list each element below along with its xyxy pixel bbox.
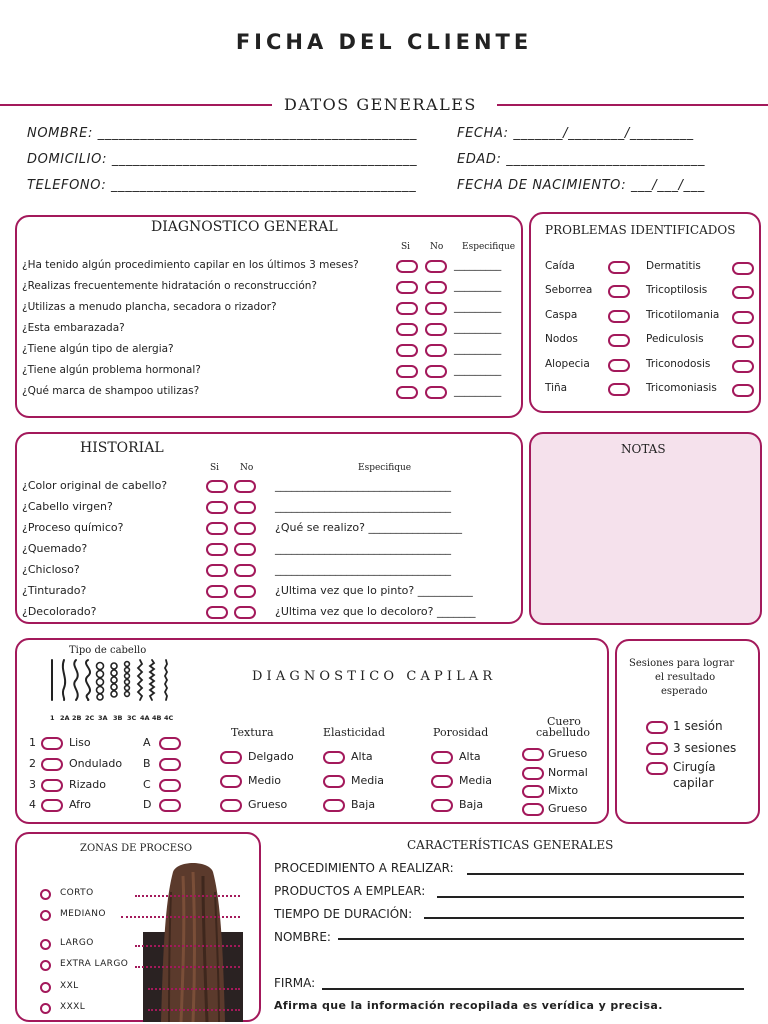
textura-checkbox[interactable] bbox=[220, 799, 242, 812]
problema-checkbox[interactable] bbox=[608, 334, 630, 347]
historial-especifique[interactable]: ________________________________ bbox=[275, 563, 451, 576]
sesion-3-checkbox[interactable] bbox=[646, 742, 668, 755]
textura-checkbox[interactable] bbox=[220, 775, 242, 788]
problema-label: Seborrea bbox=[545, 284, 593, 296]
tipo-number: 3 bbox=[29, 778, 36, 791]
dg-question: ¿Tiene algún tipo de alergia? bbox=[22, 343, 174, 355]
tipo-number: 4 bbox=[29, 798, 36, 811]
tipo-number-checkbox[interactable] bbox=[41, 737, 63, 750]
historial-especifique[interactable]: ________________________________ bbox=[275, 479, 451, 492]
dg-si-checkbox[interactable] bbox=[396, 386, 418, 399]
sesion-cirugia-checkbox[interactable] bbox=[646, 762, 668, 775]
historial-no-checkbox[interactable] bbox=[234, 585, 256, 598]
zona-checkbox[interactable] bbox=[40, 982, 51, 993]
textura-label: Medio bbox=[248, 774, 282, 787]
zona-label: MEDIANO bbox=[60, 909, 106, 919]
tipo-code: 2B bbox=[72, 714, 82, 722]
sesiones-heading-2: el resultado bbox=[655, 672, 716, 683]
historial-heading: HISTORIAL bbox=[80, 440, 164, 456]
long-hair-back-illustration bbox=[143, 862, 243, 1022]
tiempo-line[interactable] bbox=[424, 917, 744, 919]
problema-label: Nodos bbox=[545, 333, 578, 345]
dg-especifique-blank[interactable]: _________ bbox=[454, 280, 502, 292]
problema-checkbox[interactable] bbox=[732, 335, 754, 348]
zona-checkbox[interactable] bbox=[40, 889, 51, 900]
field-nombre[interactable]: NOMBRE: _____________________________________________ bbox=[27, 126, 418, 141]
dg-no-checkbox[interactable] bbox=[425, 344, 447, 357]
zona-guide-line bbox=[135, 945, 240, 947]
datos-heading: DATOS GENERALES bbox=[284, 95, 477, 114]
tipo-code: 1 bbox=[50, 714, 55, 722]
problema-checkbox[interactable] bbox=[608, 310, 630, 323]
tipo-letter-checkbox[interactable] bbox=[159, 779, 181, 792]
porosidad-checkbox[interactable] bbox=[431, 751, 453, 764]
problema-label: Pediculosis bbox=[646, 333, 704, 345]
dg-si-checkbox[interactable] bbox=[396, 260, 418, 273]
zona-checkbox[interactable] bbox=[40, 939, 51, 950]
zona-label: XXL bbox=[60, 981, 79, 991]
historial-si-checkbox[interactable] bbox=[206, 543, 228, 556]
hist-col-si: Si bbox=[210, 463, 220, 473]
porosidad-label: Baja bbox=[459, 798, 484, 811]
dg-si-checkbox[interactable] bbox=[396, 344, 418, 357]
porosidad-label: Alta bbox=[459, 750, 481, 763]
historial-question: ¿Color original de cabello? bbox=[22, 479, 168, 492]
sesion-cirugia-label: Cirugía bbox=[673, 760, 716, 774]
tipo-number-checkbox[interactable] bbox=[41, 758, 63, 771]
dg-col-no: No bbox=[430, 242, 444, 252]
hist-col-especifique: Especifique bbox=[358, 463, 412, 473]
tipo-number: 1 bbox=[29, 736, 36, 749]
tipo-letter: D bbox=[143, 798, 152, 811]
tiempo-label: TIEMPO DE DURACIÓN: bbox=[274, 907, 413, 921]
problema-checkbox[interactable] bbox=[608, 383, 630, 396]
cuero-checkbox[interactable] bbox=[522, 803, 544, 816]
procedimiento-label: PROCEDIMIENTO A REALIZAR: bbox=[274, 861, 454, 875]
productos-line[interactable] bbox=[437, 896, 744, 898]
problema-label: Alopecia bbox=[545, 358, 590, 370]
field-fecha[interactable]: FECHA: _______/________/_________ bbox=[457, 126, 694, 141]
sesion-1-checkbox[interactable] bbox=[646, 721, 668, 734]
historial-si-checkbox[interactable] bbox=[206, 564, 228, 577]
dg-question: ¿Realizas frecuentemente hidratación o reconstrucción? bbox=[22, 280, 317, 292]
dg-especifique-blank[interactable]: _________ bbox=[454, 259, 502, 271]
elasticidad-label: Alta bbox=[351, 750, 373, 763]
tipo-number-checkbox[interactable] bbox=[41, 799, 63, 812]
dg-si-checkbox[interactable] bbox=[396, 281, 418, 294]
porosidad-label: Media bbox=[459, 774, 493, 787]
problema-label: Tricoptilosis bbox=[646, 284, 708, 296]
historial-si-checkbox[interactable] bbox=[206, 501, 228, 514]
cuero-label: Normal bbox=[548, 766, 588, 779]
problema-label: Tricotilomania bbox=[646, 309, 720, 321]
cuero-heading-1: Cuero bbox=[547, 715, 581, 728]
historial-si-checkbox[interactable] bbox=[206, 585, 228, 598]
dg-question: ¿Tiene algún problema hormonal? bbox=[22, 364, 201, 376]
tipo-letter-checkbox[interactable] bbox=[159, 799, 181, 812]
sesion-3-label: 3 sesiones bbox=[673, 741, 737, 755]
zona-checkbox[interactable] bbox=[40, 910, 51, 921]
dg-especifique-blank[interactable]: _________ bbox=[454, 385, 502, 397]
problema-label: Dermatitis bbox=[646, 260, 701, 272]
historial-especifique[interactable]: ¿Ultima vez que lo pinto? __________ bbox=[275, 584, 473, 597]
historial-no-checkbox[interactable] bbox=[234, 564, 256, 577]
datos-divider-left bbox=[0, 104, 272, 106]
dg-especifique-blank[interactable]: _________ bbox=[454, 322, 502, 334]
cuero-label: Grueso bbox=[548, 802, 588, 815]
tipo-letter-checkbox[interactable] bbox=[159, 737, 181, 750]
firma-label: FIRMA: bbox=[274, 976, 316, 990]
tipo-code: 2A bbox=[60, 714, 70, 722]
dg-no-checkbox[interactable] bbox=[425, 281, 447, 294]
tipo-letter: B bbox=[143, 757, 151, 770]
porosidad-checkbox[interactable] bbox=[431, 799, 453, 812]
zona-guide-line bbox=[148, 1009, 240, 1011]
tipo-code: 4A bbox=[140, 714, 150, 722]
problema-label: Tricomoniasis bbox=[646, 382, 717, 394]
cuero-label: Mixto bbox=[548, 784, 579, 797]
problema-checkbox[interactable] bbox=[732, 360, 754, 373]
elasticidad-checkbox[interactable] bbox=[323, 775, 345, 788]
porosidad-checkbox[interactable] bbox=[431, 775, 453, 788]
problema-label: Triconodosis bbox=[646, 358, 711, 370]
historial-question: ¿Chicloso? bbox=[22, 563, 80, 576]
problema-checkbox[interactable] bbox=[608, 359, 630, 372]
tipo-letter-checkbox[interactable] bbox=[159, 758, 181, 771]
historial-no-checkbox[interactable] bbox=[234, 501, 256, 514]
zona-label: XXXL bbox=[60, 1002, 86, 1012]
field-domicilio[interactable]: DOMICILIO: ___________________________________________ bbox=[27, 152, 418, 167]
historial-especifique[interactable]: ________________________________ bbox=[275, 500, 451, 513]
dg-no-checkbox[interactable] bbox=[425, 323, 447, 336]
dg-especifique-blank[interactable]: _________ bbox=[454, 301, 502, 313]
problema-checkbox[interactable] bbox=[732, 262, 754, 275]
textura-checkbox[interactable] bbox=[220, 751, 242, 764]
cuero-checkbox[interactable] bbox=[522, 767, 544, 780]
historial-question: ¿Proceso químico? bbox=[22, 521, 124, 534]
zona-guide-line bbox=[135, 895, 240, 897]
dg-no-checkbox[interactable] bbox=[425, 260, 447, 273]
problema-label: Caída bbox=[545, 260, 575, 272]
historial-no-checkbox[interactable] bbox=[234, 543, 256, 556]
problema-checkbox[interactable] bbox=[732, 286, 754, 299]
elasticidad-label: Media bbox=[351, 774, 385, 787]
historial-no-checkbox[interactable] bbox=[234, 480, 256, 493]
tipo-name: Liso bbox=[69, 736, 91, 749]
afirma-statement: Afirma que la información recopilada es verídica y precisa. bbox=[274, 999, 663, 1012]
problema-checkbox[interactable] bbox=[732, 384, 754, 397]
tipo-cabello-label: Tipo de cabello bbox=[69, 645, 147, 656]
cuero-heading-2: cabelludo bbox=[536, 726, 591, 739]
nombre-label: NOMBRE: bbox=[274, 930, 331, 944]
tipo-letter: A bbox=[143, 736, 151, 749]
historial-especifique[interactable]: ¿Ultima vez que lo decoloro? _______ bbox=[275, 605, 476, 618]
page-title: FICHA DEL CLIENTE bbox=[235, 30, 533, 54]
hist-col-no: No bbox=[240, 463, 254, 473]
dg-col-especifique: Especifique bbox=[462, 242, 516, 252]
zona-guide-line bbox=[135, 966, 240, 968]
tipo-code: 4C bbox=[164, 714, 174, 722]
textura-heading: Textura bbox=[231, 726, 274, 739]
dg-especifique-blank[interactable]: _________ bbox=[454, 364, 502, 376]
tipo-number: 2 bbox=[29, 757, 36, 770]
tipo-number-checkbox[interactable] bbox=[41, 779, 63, 792]
datos-divider-right bbox=[497, 104, 768, 106]
historial-si-checkbox[interactable] bbox=[206, 480, 228, 493]
tipo-code: 2C bbox=[85, 714, 95, 722]
zonas-heading: ZONAS DE PROCESO bbox=[80, 843, 193, 854]
textura-label: Delgado bbox=[248, 750, 294, 763]
zona-label: EXTRA LARGO bbox=[60, 959, 129, 969]
notas-heading: NOTAS bbox=[621, 442, 666, 456]
procedimiento-line[interactable] bbox=[467, 873, 744, 875]
dg-si-checkbox[interactable] bbox=[396, 323, 418, 336]
cuero-checkbox[interactable] bbox=[522, 785, 544, 798]
dg-question: ¿Qué marca de shampoo utilizas? bbox=[22, 385, 200, 397]
dg-si-checkbox[interactable] bbox=[396, 302, 418, 315]
dg-no-checkbox[interactable] bbox=[425, 365, 447, 378]
zona-label: LARGO bbox=[60, 938, 94, 948]
zona-guide-line bbox=[148, 988, 240, 990]
cuero-checkbox[interactable] bbox=[522, 748, 544, 761]
elasticidad-heading: Elasticidad bbox=[323, 726, 386, 739]
dg-question: ¿Utilizas a menudo plancha, secadora o rizador? bbox=[22, 301, 277, 313]
caracteristicas-heading: CARACTERÍSTICAS GENERALES bbox=[407, 838, 614, 852]
historial-si-checkbox[interactable] bbox=[206, 606, 228, 619]
dg-especifique-blank[interactable]: _________ bbox=[454, 343, 502, 355]
field-fecha-nacimiento[interactable]: FECHA DE NACIMIENTO: ___/___/___ bbox=[457, 178, 705, 193]
zona-checkbox[interactable] bbox=[40, 1003, 51, 1014]
historial-especifique[interactable]: ________________________________ bbox=[275, 542, 451, 555]
diagnostico-general-heading: DIAGNOSTICO GENERAL bbox=[151, 219, 338, 235]
tipo-letter: C bbox=[143, 778, 151, 791]
historial-question: ¿Cabello virgen? bbox=[22, 500, 113, 513]
textura-label: Grueso bbox=[248, 798, 288, 811]
dg-question: ¿Esta embarazada? bbox=[22, 322, 125, 334]
field-telefono[interactable]: TELEFONO: ___________________________________________ bbox=[27, 178, 417, 193]
problema-checkbox[interactable] bbox=[608, 261, 630, 274]
porosidad-heading: Porosidad bbox=[433, 726, 489, 739]
historial-question: ¿Quemado? bbox=[22, 542, 88, 555]
tipo-code: 3C bbox=[127, 714, 137, 722]
productos-label: PRODUCTOS A EMPLEAR: bbox=[274, 884, 426, 898]
zona-checkbox[interactable] bbox=[40, 960, 51, 971]
tipo-name: Rizado bbox=[69, 778, 106, 791]
field-edad[interactable]: EDAD: ____________________________ bbox=[457, 152, 706, 167]
problemas-heading: PROBLEMAS IDENTIFICADOS bbox=[545, 223, 736, 237]
elasticidad-checkbox[interactable] bbox=[323, 751, 345, 764]
dg-col-si: Si bbox=[401, 242, 411, 252]
sesion-capilar-label: capilar bbox=[673, 776, 714, 790]
diagnostico-capilar-heading: D I A G N O S T I C O C A P I L A R bbox=[252, 669, 493, 684]
dg-si-checkbox[interactable] bbox=[396, 365, 418, 378]
zona-label: CORTO bbox=[60, 888, 94, 898]
sesiones-heading-1: Sesiones para lograr bbox=[629, 658, 735, 669]
historial-si-checkbox[interactable] bbox=[206, 522, 228, 535]
tipo-code: 3A bbox=[98, 714, 108, 722]
zona-guide-line bbox=[121, 916, 240, 918]
tipo-name: Ondulado bbox=[69, 757, 123, 770]
tipo-code: 3B bbox=[113, 714, 123, 722]
dg-no-checkbox[interactable] bbox=[425, 386, 447, 399]
historial-question: ¿Decolorado? bbox=[22, 605, 97, 618]
dg-question: ¿Ha tenido algún procedimiento capilar en los últimos 3 meses? bbox=[22, 259, 359, 271]
nombre-line[interactable] bbox=[338, 938, 744, 940]
elasticidad-label: Baja bbox=[351, 798, 376, 811]
historial-especifique[interactable]: ¿Qué se realizo? _________________ bbox=[275, 521, 462, 534]
problema-label: Caspa bbox=[545, 309, 578, 321]
historial-question: ¿Tinturado? bbox=[22, 584, 87, 597]
historial-no-checkbox[interactable] bbox=[234, 522, 256, 535]
cuero-label: Grueso bbox=[548, 747, 588, 760]
hair-type-chart-icon bbox=[44, 656, 180, 710]
elasticidad-checkbox[interactable] bbox=[323, 799, 345, 812]
problema-checkbox[interactable] bbox=[608, 285, 630, 298]
tipo-name: Afro bbox=[69, 798, 92, 811]
notas-panel[interactable] bbox=[529, 432, 762, 625]
historial-no-checkbox[interactable] bbox=[234, 606, 256, 619]
problema-checkbox[interactable] bbox=[732, 311, 754, 324]
sesiones-heading-3: esperado bbox=[661, 686, 708, 697]
firma-line[interactable] bbox=[322, 988, 744, 990]
tipo-code: 4B bbox=[152, 714, 162, 722]
dg-no-checkbox[interactable] bbox=[425, 302, 447, 315]
problema-label: Tiña bbox=[545, 382, 568, 394]
sesion-1-label: 1 sesión bbox=[673, 719, 723, 733]
